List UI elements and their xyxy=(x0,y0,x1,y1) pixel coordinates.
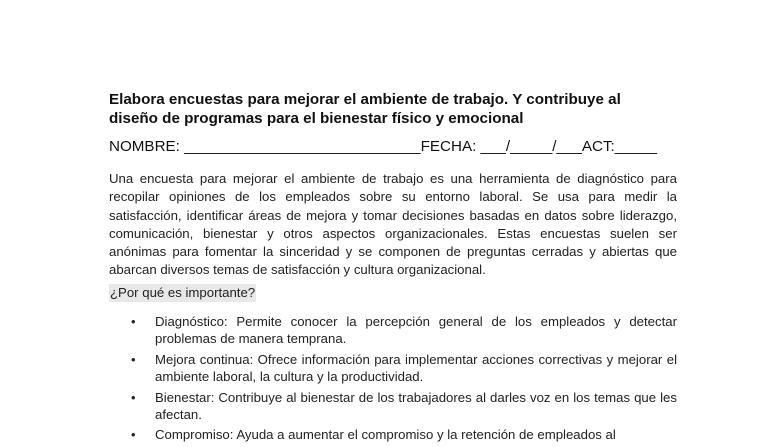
bullet-icon: • xyxy=(131,314,136,329)
section-question: ¿Por qué es importante? xyxy=(110,285,256,300)
list-item-text: Compromiso: Ayuda a aumentar el compromiso y la retención de empleados al xyxy=(155,427,616,443)
list-item xyxy=(109,426,677,443)
page-title: Elabora encuestas para mejorar el ambiente de trabajo. Y contribuye al diseño de programas para el bienestar físico y emocional xyxy=(109,91,621,127)
intro-paragraph: Una encuesta para mejorar el ambiente de trabajo es una herramienta de diagnóstico para recopilar opiniones de los empleados sobre su entorno laboral. Se usa para medir la satisfacción, identificar áreas de mejora y tomar decisiones basadas en datos sobre liderazgo, comunicación, bienestar y otros aspectos organizacionales. Estas encuestas suelen ser anónimas para fomentar la sinceridad y se componen de preguntas cerradas y abiertas que abarcan diversos temas de satisfacción y cultura organizacional. xyxy=(109,171,677,278)
list-item xyxy=(109,389,677,424)
bullet-icon: • xyxy=(131,427,136,443)
list-item xyxy=(109,313,677,348)
list-item-text: Bienestar: Contribuye al bienestar de los trabajadores al darles voz en los temas que les afectan. xyxy=(155,389,677,423)
list-item xyxy=(109,351,677,386)
list-item-text: Diagnóstico: Permite conocer la percepción general de los empleados y detectar problemas de manera temprana. xyxy=(155,314,677,347)
student-info-line: NOMBRE: ____________________________FECHA: ___/_____/___ACT:_____ xyxy=(109,138,658,155)
bullet-icon: • xyxy=(131,351,136,367)
list-item-text: Mejora continua: Ofrece información para implementar acciones correctivas y mejorar el ambiente laboral, la cultura y la productividad. xyxy=(155,351,677,385)
importance-list xyxy=(109,313,677,447)
bullet-icon: • xyxy=(131,389,136,405)
